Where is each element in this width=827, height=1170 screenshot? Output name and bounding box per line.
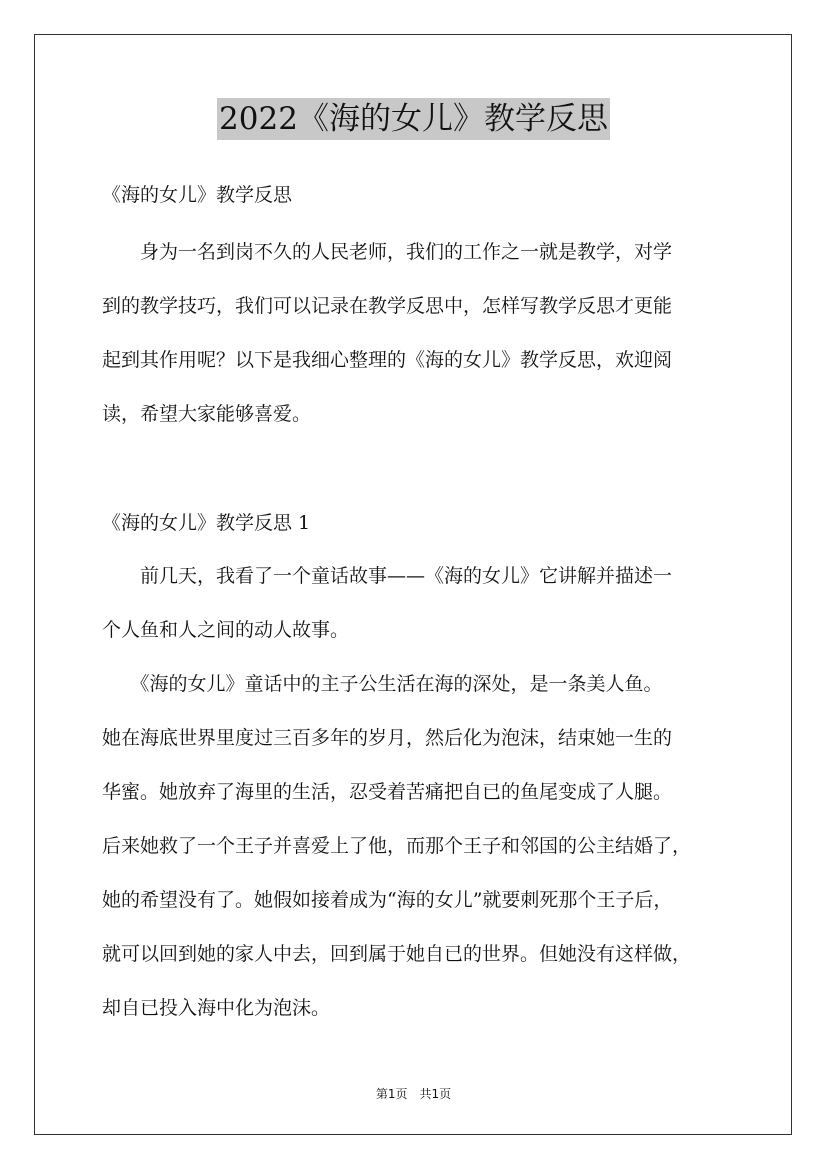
intro-line-4: 读，希望大家能够喜爱。 bbox=[102, 403, 312, 425]
para2-line-4: 后来她救了一个王子并喜爱上了他，而那个王子和邻国的公主结婚了， bbox=[102, 835, 692, 857]
title-container bbox=[0, 98, 827, 140]
page-footer: 第1页 共1页 bbox=[375, 1087, 452, 1101]
para2-line-1: 《海的女儿》童话中的主子公生活在海的深处，是一条美人鱼。 bbox=[102, 673, 663, 695]
intro-line-3: 起到其作用呢？以下是我细心整理的《海的女儿》教学反思，欢迎阅 bbox=[102, 349, 673, 371]
para2-line-3: 华蜜。她放弃了海里的生活，忍受着苦痛把自已的鱼尾变成了人腿。 bbox=[102, 781, 673, 803]
intro-line-1: 身为一名到岗不久的人民老师，我们的工作之一就是教学，对学 bbox=[102, 241, 673, 263]
intro-line-2: 到的教学技巧，我们可以记录在教学反思中，怎样写教学反思才更能 bbox=[102, 295, 673, 317]
section-heading: 《海的女儿》教学反思 1 bbox=[102, 512, 311, 534]
para2-line-7: 却自已投入海中化为泡沫。 bbox=[102, 997, 331, 1019]
para1-line-1: 前几天，我看了一个童话故事——《海的女儿》它讲解并描述一 bbox=[102, 565, 673, 587]
para2-line-5: 她的希望没有了。她假如接着成为“海的女儿”就要刺死那个王子后， bbox=[102, 889, 673, 911]
document-subtitle: 《海的女儿》教学反思 bbox=[102, 184, 293, 206]
para2-line-2: 她在海底世界里度过三百多年的岁月，然后化为泡沫，结束她一生的 bbox=[102, 727, 673, 749]
para2-line-6: 就可以回到她的家人中去，回到属于她自已的世界。但她没有这样做， bbox=[102, 943, 692, 965]
document-title: 2022《海的女儿》教学反思 bbox=[217, 98, 610, 140]
para1-line-2: 个人鱼和人之间的动人故事。 bbox=[102, 619, 350, 641]
